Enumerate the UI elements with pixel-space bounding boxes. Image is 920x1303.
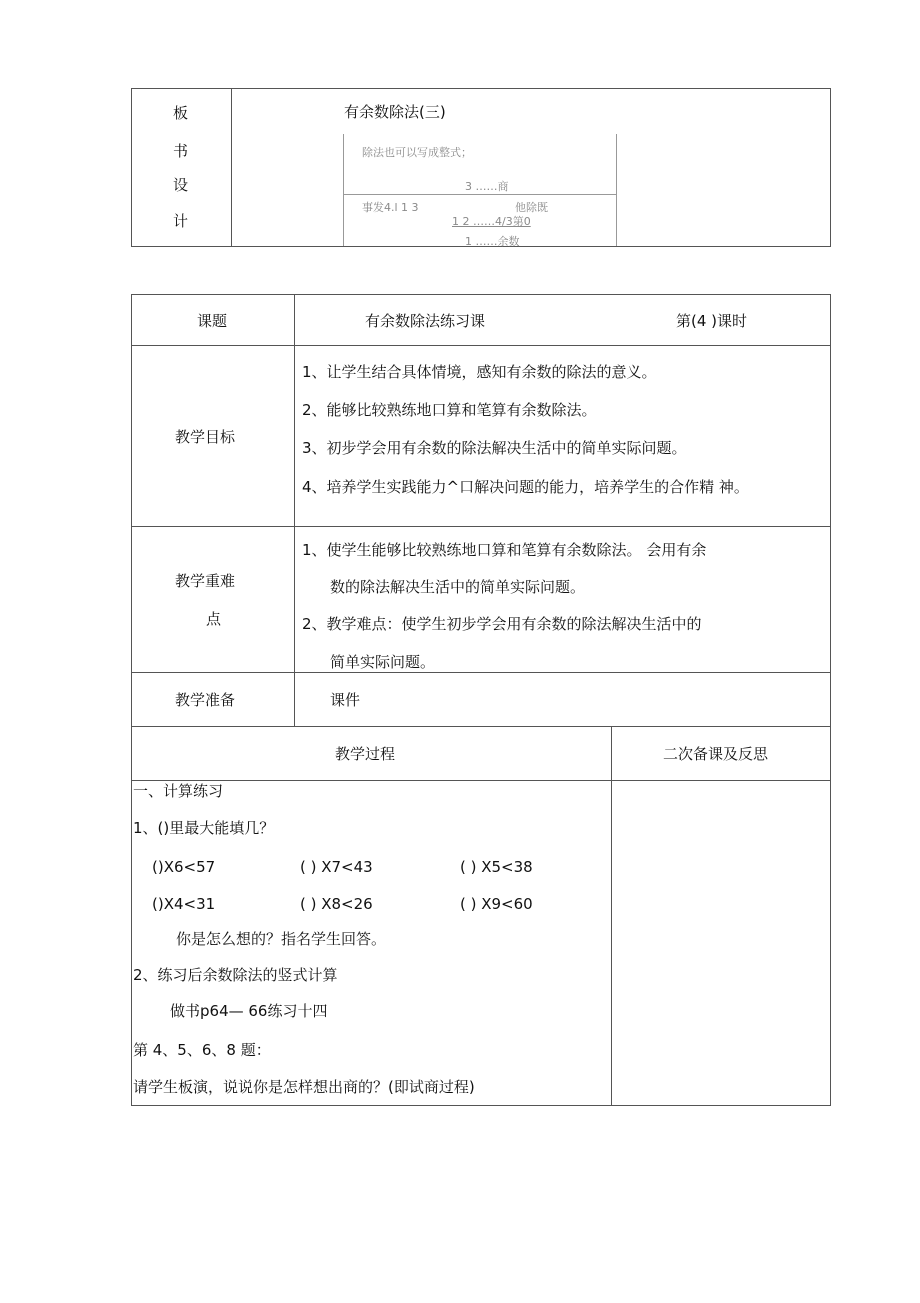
board-note: 除法也可以写成整式； — [362, 146, 472, 159]
fill-item: ( ) X8<26 — [300, 895, 373, 913]
keypoint-line: 1、使学生能够比较熟练地口算和笔算有余数除法。 会用有余 — [302, 541, 707, 559]
keypoints-label-line2: 点 — [206, 610, 222, 628]
lesson-period: 第(4 )课时 — [676, 312, 748, 330]
board-line-dividend: 事发4.l 1 3 — [362, 201, 419, 214]
exercise-items: 第 4、5、6、8 题： — [133, 1041, 271, 1059]
board-title: 有余数除法(三) — [344, 103, 446, 121]
book-exercise: 做书p64— 66练习十四 — [170, 1002, 328, 1020]
reflection-header: 二次备课及反思 — [663, 745, 769, 763]
board-demo-instruction: 请学生板演，说说你是怎样想出商的？(即试商过程) — [133, 1078, 475, 1096]
prep-value: 课件 — [330, 691, 361, 709]
fill-item: ( ) X7<43 — [300, 858, 373, 876]
goal-item: 3、初步学会用有余数的除法解决生活中的简单实际问题。 — [302, 439, 687, 457]
ask-students: 你是怎么想的？指名学生回答。 — [176, 930, 387, 948]
fill-item: ()X4<31 — [152, 895, 216, 913]
goal-item: 1、让学生结合具体情境，感知有余数的除法的意义。 — [302, 363, 657, 381]
board-line-remainder: 1 ……余数 — [465, 235, 520, 248]
board-label-char-1: 板 — [173, 104, 189, 122]
keypoint-line: 2、教学难点：使学生初步学会用有余数的除法解决生活中的 — [302, 615, 702, 633]
fill-item: ( ) X9<60 — [460, 895, 533, 913]
board-line-product: 1 2 ……4/3第0 — [452, 215, 531, 228]
process-header: 教学过程 — [335, 745, 396, 763]
board-label-char-4: 计 — [173, 212, 189, 230]
fill-item: ()X6<57 — [152, 858, 216, 876]
prep-label: 教学准备 — [175, 691, 236, 709]
keypoint-line: 数的除法解决生活中的简单实际问题。 — [330, 578, 586, 596]
topic-value: 有余数除法练习课 — [365, 312, 486, 330]
board-label-char-3: 设 — [173, 176, 189, 194]
board-line-quotient: 3 ……商 — [465, 180, 509, 193]
keypoints-label-line1: 教学重难 — [175, 572, 236, 590]
keypoint-line: 简单实际问题。 — [330, 653, 436, 671]
topic-label: 课题 — [197, 312, 228, 330]
board-line-divisor-note: 他除既 — [515, 201, 548, 214]
question-2: 2、练习后余数除法的竖式计算 — [133, 966, 338, 984]
goals-label: 教学目标 — [175, 428, 236, 446]
goal-item: 4、培养学生实践能力^口解决问题的能力，培养学生的合作精 神。 — [302, 478, 749, 496]
board-label-char-2: 书 — [173, 142, 189, 160]
question-1: 1、()里最大能填几？ — [133, 819, 275, 837]
fill-item: ( ) X5<38 — [460, 858, 533, 876]
goal-item: 2、能够比较熟练地口算和笔算有余数除法。 — [302, 401, 597, 419]
section-calc-practice: 一、计算练习 — [133, 782, 224, 800]
